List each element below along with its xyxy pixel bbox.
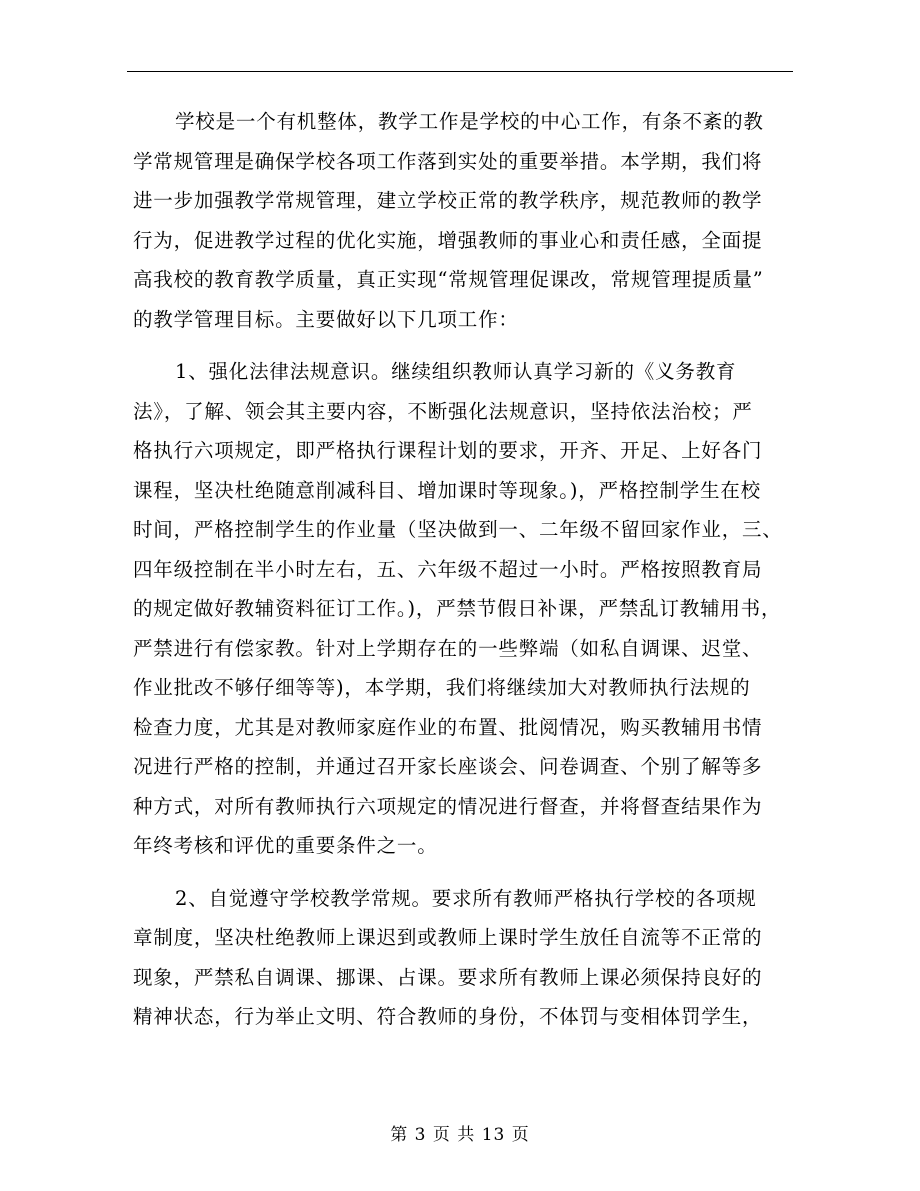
- text-line: 2、自觉遵守学校教学常规。要求所有教师严格执行学校的各项规: [175, 886, 757, 910]
- text-line: 作业批改不够仔细等等)，本学期，我们将继续加大对教师执行法规的: [133, 676, 751, 699]
- text-line: 法》，了解、领会其主要内容，不断强化法规意识，坚持依法治校；严: [133, 399, 753, 423]
- text-line: 学校是一个有机整体，教学工作是学校的中心工作，有条不紊的教: [175, 110, 764, 133]
- text-line: 格执行六项规定，即严格执行课程计划的要求，开齐、开足、上好各门: [133, 439, 763, 462]
- text-line: 种方式，对所有教师执行六项规定的情况进行督查，并将督查结果作为: [133, 794, 763, 818]
- text-line: 课程，坚决杜绝随意削减科目、增加课时等现象。)，严格控制学生在校: [133, 478, 761, 502]
- text-line: 高我校的教育教学质量，真正实现“常规管理促课改，常规管理提质量”: [133, 268, 764, 291]
- document-body: [133, 102, 793, 1037]
- text-line: 现象，严禁私自调课、挪课、占课。要求所有教师上课必须保持良好的: [133, 965, 763, 989]
- text-line: 学常规管理是确保学校各项工作落到实处的重要举措。本学期，我们将: [133, 149, 763, 173]
- text-line: 四年级控制在半小时左右，五、六年级不超过一小时。严格按照教育局: [133, 557, 763, 581]
- header-rule: [127, 71, 793, 72]
- paragraph-item-1: [133, 352, 793, 866]
- paragraph-item-2: [133, 879, 793, 1037]
- paragraph-intro: [133, 102, 793, 339]
- text-line: 章制度，坚决杜绝教师上课迟到或教师上课时学生放任自流等不正常的: [133, 926, 763, 949]
- text-line: 严禁进行有偿家教。针对上学期存在的一些弊端（如私自调课、迟堂、: [133, 636, 763, 660]
- text-line: 年终考核和评优的重要条件之一。: [133, 834, 438, 857]
- text-line: 行为，促进教学过程的优化实施，增强教师的事业心和责任感，全面提: [133, 228, 763, 252]
- page-number-footer: 第 3 页 共 13 页: [390, 1125, 530, 1145]
- text-line: 进一步加强教学常规管理，建立学校正常的教学秩序，规范教师的教学: [133, 189, 763, 212]
- text-line: 1、强化法律法规意识。继续组织教师认真学习新的《义务教育: [175, 360, 737, 383]
- text-line: 况进行严格的控制，并通过召开家长座谈会、问卷调查、个别了解等多: [133, 755, 763, 778]
- text-line: 的规定做好教辅资料征订工作。)，严禁节假日补课，严禁乱订教辅用书，: [133, 597, 782, 620]
- text-line: 的教学管理目标。主要做好以下几项工作：: [133, 307, 519, 331]
- text-line: 时间，严格控制学生的作业量（坚决做到一、二年级不留回家作业，三、: [133, 518, 783, 541]
- text-line: 检查力度，尤其是对教师家庭作业的布置、批阅情况，购买教辅用书情: [133, 715, 763, 739]
- text-line: 精神状态，行为举止文明、符合教师的身份，不体罚与变相体罚学生，: [133, 1005, 763, 1028]
